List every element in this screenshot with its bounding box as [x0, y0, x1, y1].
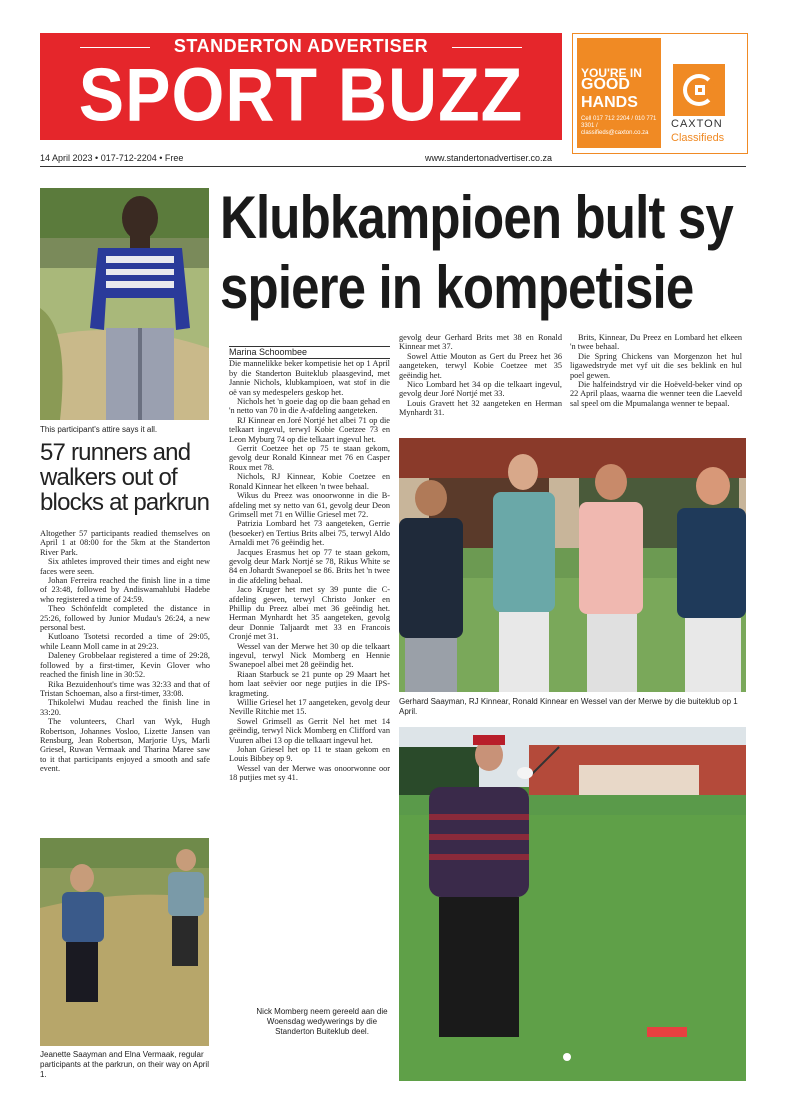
- parkrun-para: Johan Ferreira reached the finish line in a time of 23:48, followed by Andiswamahlubi Hadebe who registered a time of 24:59.: [40, 576, 210, 604]
- golf-column-1: [229, 346, 390, 783]
- parkrun-para: Daleney Grobbelaar registered a time of 29:28, followed by a first-timer, Kevin Glover who reached the finish line in 30:52.: [40, 651, 210, 680]
- ad-brand-sub: Classifieds: [671, 132, 725, 144]
- section-title: SPORT BUZZ: [78, 53, 524, 137]
- golfer-swing-photo: [399, 727, 746, 1081]
- masthead: [40, 33, 562, 140]
- paper-name: STANDERTON ADVERTISER: [173, 36, 429, 56]
- masthead-rule-right: [452, 47, 522, 48]
- golf-group-photo: [399, 438, 746, 692]
- parkrun-para: Six athletes improved their times and eight new faces were seen.: [40, 557, 210, 576]
- parkrun-para: Rika Bezuidenhout's time was 32:33 and that of Tristan Schoeman, also a first-timer, 33:08.: [40, 679, 210, 698]
- parkrun-para: Kutloano Tsotetsi recorded a time of 29:05, while Leann Moll came in at 29:23.: [40, 632, 210, 651]
- golf-para: Johan Griesel het op 11 te staan gekom en Louis Bibbey op 9.: [229, 745, 390, 764]
- byline: Marina Schoombee: [229, 346, 390, 359]
- caxton-classifieds-ad[interactable]: [572, 33, 748, 154]
- golf-para: Nico Lombard het 34 op die telkaart ingevul, gevolg deur Joré Nortjé met 33.: [399, 380, 562, 399]
- parkrun-para: Theo Schönfeldt completed the distance in 25:26, followed by Junior Mudau's 26:24, a new personal best.: [40, 604, 210, 633]
- website-link[interactable]: www.standertonadvertiser.co.za: [425, 153, 553, 163]
- ad-slogan-1: YOU'RE IN: [581, 66, 642, 80]
- golf-para: RJ Kinnear en Joré Nortjé het albei 71 op die telkaart ingevul, terwyl Kobie Coetzee 73 en Leon Myburg 74 op die telkaart ingevul het.: [229, 415, 390, 444]
- golf-para: Wessel van der Merwe was onoorwonne oor 18 putjies met sy 41.: [229, 763, 390, 783]
- ad-orange-panel: [577, 38, 661, 148]
- parkrun-headline: 57 runners and walkers out of blocks at parkrun: [40, 439, 210, 516]
- golf-para: Willie Griesel het 17 aangeteken, gevolg deur Neville Ritchie met 15.: [229, 698, 390, 717]
- golf-para: Die Spring Chickens van Morgenzon het hul ligawedstryde met vyf uit die ses beklink en hul poel gewen.: [570, 351, 742, 380]
- ad-brand: CAXTON: [671, 118, 723, 130]
- parkrun-body: [40, 529, 210, 774]
- golf-para: Nichols het 'n goeie dag op die baan gehad en 'n netto van 70 in die A-afdeling aangeteken.: [229, 397, 390, 416]
- ad-contact: Cell 017 712 2204 / 010 771 3301 / classifieds@caxton.co.za: [581, 116, 657, 136]
- walkers-photo-caption: Jeanette Saayman and Elna Vermaak, regular participants at the parkrun, on their way on April 1.: [40, 1050, 209, 1079]
- issue-date-line: 14 April 2023 • 017-712-2204 • Free: [40, 153, 184, 163]
- golf-para: gevolg deur Gerhard Brits met 38 en Ronald Kinnear met 37.: [399, 333, 562, 352]
- golf-para: Brits, Kinnear, Du Preez en Lombard het elkeen 'n twee behaal.: [570, 333, 742, 352]
- runner-photo-caption: This participant's attire says it all.: [40, 425, 158, 434]
- golf-column-2: [399, 333, 562, 418]
- golf-column-3: [570, 333, 742, 408]
- golf-para: Nichols, RJ Kinnear, Kobie Coetzee en Ronald Kinnear het elkeen 'n twee behaal.: [229, 472, 390, 491]
- golf-para: Die mannelikke beker kompetisie het op 1 April by die Standerton Buiteklub plaasgevind, met Jannie Nichols, klubkampioen, wat stof in die oë van sy medespelers geskop het.: [229, 359, 390, 397]
- parkrun-runner-photo: [40, 188, 209, 420]
- golf-para: Wessel van der Merwe het 30 op die telkaart ingevul, terwyl Nick Momberg en Hennie Swanepoel albei met 28 geëindig het.: [229, 641, 390, 670]
- group-photo-caption: Gerhard Saayman, RJ Kinnear, Ronald Kinnear en Wessel van der Merwe by die buiteklub op 1 April.: [399, 697, 738, 716]
- golf-para: Gerrit Coetzee het op 75 te staan gekom, gevolg deur Ronald Kinnear met 76 en Casper Roux met 78.: [229, 444, 390, 472]
- parkrun-para: Altogether 57 participants readied themselves on April 1 at 08:00 for the 5km at the Standerton River Park.: [40, 529, 210, 557]
- ad-slogan-3: HANDS: [581, 94, 638, 111]
- header-rule: [40, 166, 746, 167]
- ad-slogan-2: GOOD: [581, 76, 630, 93]
- parkrun-walkers-photo: [40, 838, 209, 1046]
- golf-para: Louis Gravett het 32 aangeteken en Herman Mynhardt 31.: [399, 398, 562, 418]
- caxton-logo-icon: [673, 64, 725, 116]
- golfer-photo-caption: Nick Momberg neem gereeld aan die Woensdag wedywerings by die Standerton Buiteklub deel.: [248, 1005, 396, 1039]
- golf-para: Die halfeindstryd vir die Hoëveld-beker vind op 22 April plaas, waarna die wenner teen die Laeveld sal speel om die Mpumalanga wenner te bepaal.: [570, 380, 742, 408]
- golf-para: Sowel Attie Mouton as Gert du Preez het 36 aangeteken, terwyl Kobie Coetzee met 35 geëindig het.: [399, 351, 562, 380]
- parkrun-para: The volunteers, Charl van Wyk, Hugh Robertson, Johannes Vosloo, Lizette Jansen van Rensburg, Jean Robertson, Marjorie Uys, Marli Griesel, Ruwan Vermaak and Tharina Maree saw to it that participants enjoyed a smooth and safe event.: [40, 717, 210, 774]
- headline-line-1: Klubkampioen bult sy: [220, 184, 733, 251]
- main-headline: [220, 183, 733, 323]
- golf-para: Sowel Grimsell as Gerrit Nel het met 14 geëindig, terwyl Nick Momberg en Clifford van Vuuren albei 13 op die telkaart ingevul het.: [229, 716, 390, 745]
- golf-para: Jacques Erasmus het op 77 te staan gekom, gevolg deur Mark Nortjé se 78, Rikus White se 84 en Johardt Swanepoel se 86. Brits het 'n twee in die afdeling behaal.: [229, 547, 390, 585]
- golf-para: Jaco Kruger het met sy 39 punte die C-afdeling gewen, terwyl Christo Jonker en Phillip du Preez albei met 36 geëindig het. Herman Mynhardt het 35 aangeteken, gevolg deur Donnie Taljaardt met 33 en Francois Cronjé met 31.: [229, 585, 390, 642]
- golf-para: Patrizia Lombard het 73 aangeteken, Gerrie (besoeker) en Tertius Brits albei 75, terwyl Aldo Arnaldi met 76 geëindig het.: [229, 519, 390, 548]
- headline-line-2: spiere in kompetisie: [220, 254, 694, 321]
- parkrun-para: Thikolelwi Mudau reached the finish line in 33:20.: [40, 698, 210, 717]
- golf-para: Riaan Starbuck se 21 punte op 29 Maart het hom laat seëvier oor nege putjies in die IPS-kragmeting.: [229, 669, 390, 698]
- golf-para: Wikus du Preez was onoorwonne in die B-afdeling met sy netto van 61, gevolg deur Deon Grimsell met 71 en Willie Griesel met 72.: [229, 491, 390, 519]
